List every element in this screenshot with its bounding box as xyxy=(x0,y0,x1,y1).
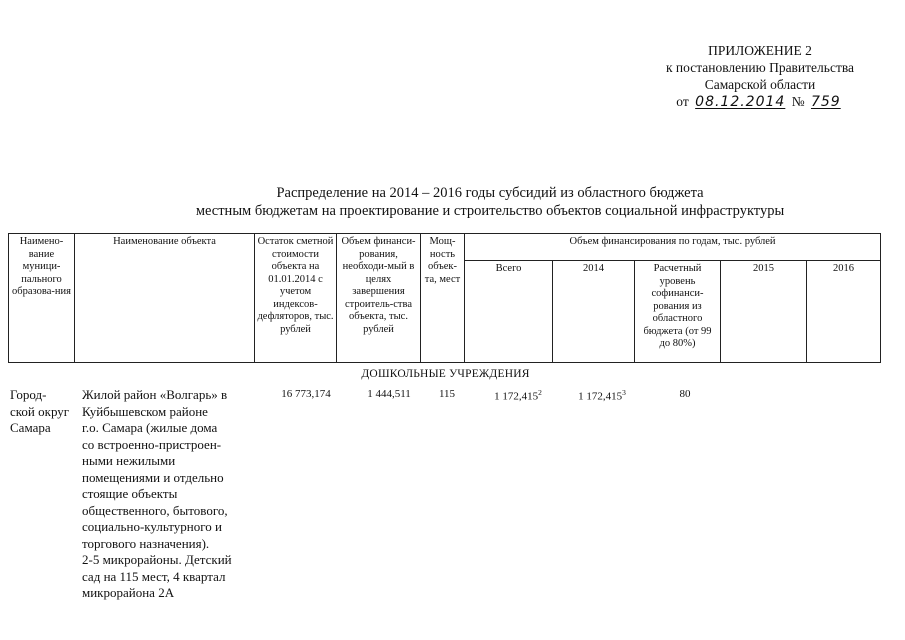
header-needed-funding: Объем финанси-рования, необходи-мый в целях завершения строитель-ства объекта, тыс. рублей xyxy=(337,234,421,363)
number-prefix: № xyxy=(791,94,805,109)
row-total-value: 1 172,415 xyxy=(494,390,539,403)
object-name-line: социально-культурного и xyxy=(82,519,222,534)
row-total xyxy=(474,388,562,403)
object-name-line: г.о. Самара (жилые дома xyxy=(82,420,218,435)
row-cofinancing-level: 80 xyxy=(679,388,691,400)
header-2016: 2016 xyxy=(807,261,881,363)
date-prefix: от xyxy=(676,94,689,109)
header-municipality: Наимено-вание муници-пального образова-ния xyxy=(9,234,75,363)
header-2014: 2014 xyxy=(553,261,635,363)
title-line-2: местным бюджетам на проектирование и строительство объектов социальной инфраструктуры xyxy=(195,203,785,219)
header-remaining-cost: Остаток сметной стоимости объекта на 01.01.2014 с учетом индексов-дефляторов, тыс. рублей xyxy=(255,234,337,363)
handwritten-number: 759 xyxy=(810,94,841,110)
row-needed-funding: 1 444,511 xyxy=(367,388,411,400)
object-name-line: сад на 115 мест, 4 квартал xyxy=(82,568,226,584)
appendix-region-line: Самарской области xyxy=(704,77,816,92)
header-funding-by-year: Объем финансирования по годам, тыс. рублей xyxy=(465,234,881,261)
appendix-decree-line: к постановлению Правительства xyxy=(665,60,855,75)
object-name-line: со встроенно-пристроен- xyxy=(82,436,222,452)
header-object: Наименование объекта xyxy=(75,234,255,363)
funding-table-header xyxy=(8,233,881,363)
header-total: Всего xyxy=(465,261,553,363)
section-heading: ДОШКОЛЬНЫЕ УЧРЕЖДЕНИЯ xyxy=(361,368,530,380)
handwritten-date: 08.12.2014 xyxy=(695,94,786,110)
document-title xyxy=(150,184,830,220)
object-name-line: общественного, бытового, xyxy=(82,502,228,518)
row-object-name xyxy=(82,387,267,602)
header-cofinancing-level: Расчетный уровень софинанси-рования из областного бюджета (от 99 до 80%) xyxy=(635,261,721,363)
row-capacity: 115 xyxy=(438,388,456,400)
object-name-line: помещениями и отдельно xyxy=(82,469,224,485)
title-line-1: Распределение на 2014 – 2016 годы субсидий из областного бюджета xyxy=(276,185,704,201)
appendix-block xyxy=(600,42,905,111)
object-name-line: Жилой район «Волгарь» в xyxy=(82,387,228,402)
row-municipality: Город-ской округ Самара xyxy=(10,387,70,435)
row-remaining-cost: 16 773,174 xyxy=(281,388,331,400)
row-2014-footnote: 3 xyxy=(622,388,626,397)
row-total-footnote: 2 xyxy=(538,388,542,397)
object-name-line: 2-5 микрорайоны. Детский xyxy=(82,552,232,567)
row-2014-value: 1 172,415 xyxy=(578,390,623,403)
object-name-line: торгового назначения). xyxy=(82,535,210,551)
appendix-date-line xyxy=(676,93,843,111)
header-capacity: Мощ-ность объек-та, мест xyxy=(421,234,465,363)
object-name-line: стоящие объекты xyxy=(82,486,178,501)
object-name-line: Куйбышевском районе xyxy=(82,403,208,419)
row-2014 xyxy=(560,388,644,403)
object-name-line: ными нежилыми xyxy=(82,453,176,468)
appendix-title: ПРИЛОЖЕНИЕ 2 xyxy=(708,43,812,58)
header-2015: 2015 xyxy=(721,261,807,363)
object-name-line: микрорайона 2А xyxy=(82,585,175,600)
